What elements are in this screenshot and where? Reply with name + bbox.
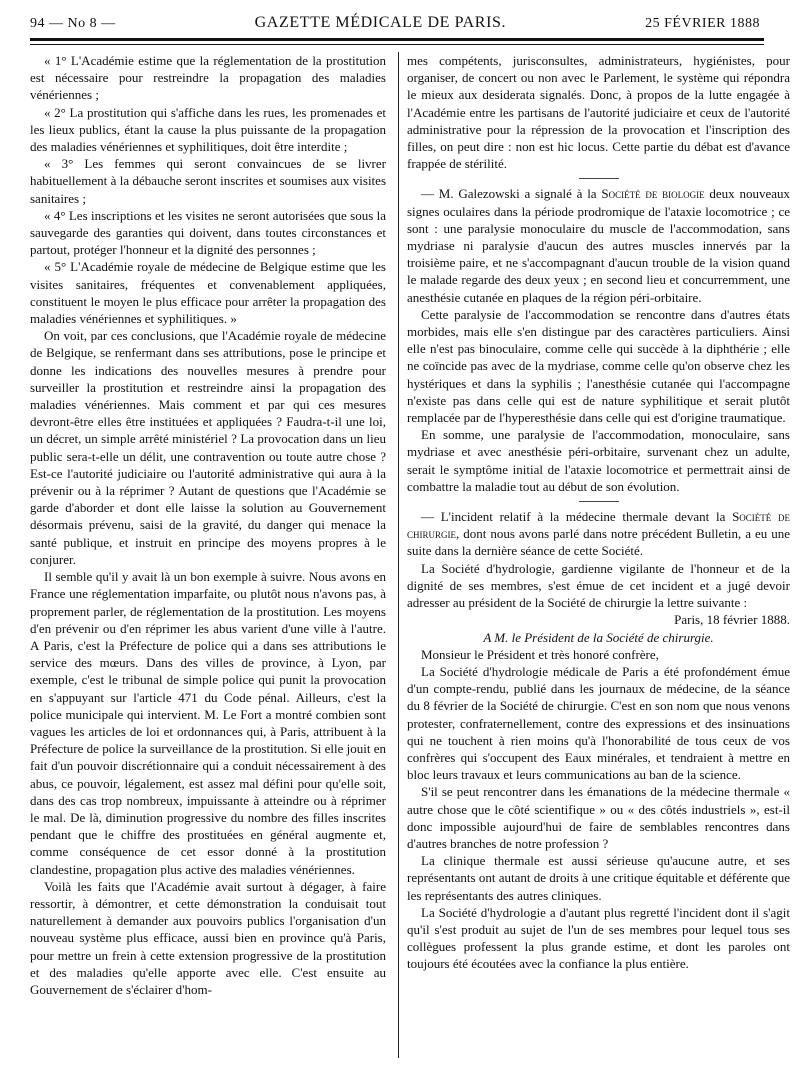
letter-date: Paris, 18 février 1888. xyxy=(674,612,790,628)
thermal-lead: — L'incident relatif à la médecine thermale devant la xyxy=(421,509,733,525)
society-surgery: Société de chirurgie xyxy=(407,509,790,542)
letter-paragraph-1: La Société d'hydrologie médicale de Paris a été profondément émue d'un compte-rendu, publié dans les journaux de médecine, de la séance du 8 février de la Société de chirurgie. C'est en son nom que nous venons protester, confraternellement, contre des expressions et des insinuations qui ne touchent à rien moins qu'à l'honorabilité de tous ceux de vos confrères qui s'occupent des Eaux minérales, et tendraient à mettre en bloc leurs travaux et leurs communications au ban de la science. xyxy=(407,663,790,783)
paragraph-france: Il semble qu'il y avait là un bon exemple à suivre. Nous avons en France une réglementation imparfaite, ou plutôt nous n'avons pas, à proprement parler, de réglementation de la prostitution. Les moyens d'en prévenir ou d'en réprimer les abus varient d'une ville à l'autre. A Paris, c'est la Préfecture de police qui a dans ses attributions le service des mœurs. Dans des villes de province, à Lyon, par exemple, c'est le tribunal de simple police qui punit la provocation en s'appuyant sur l'article 471 du Code pénal. Ailleurs, c'est la police municipale qui intervient. M. Le Fort a montré combien sont vagues les articles de loi et ordonnances qui, à Paris, attribuent à la Préfecture de police la surveillance de la prostitution. Si elle jouit en fait d'un pouvoir discrétionnaire qui a conduit nécessairement à des abus, ce pouvoir, légalement, est assez mal défini pour qu'elle soit, dans des cas trop nombreux, impuissante à atteindre ou à réprimer le mal. De là, diminution progressive du nombre des filles inscrites pendant que le chiffre des prostituées en général augmente et, comme conséquence de cet essor donné à la prostitution clandestine, propagation plus active des maladies vénériennes. xyxy=(30,569,386,877)
page-header xyxy=(30,14,760,40)
letter-paragraph-2: S'il se peut rencontrer dans les émanations de la médecine thermale « autre chose que le côté scientifique » ou « des côtés industriels », est-il donc impossible aujourd'hui de faire de semblables rencontres dans d'autres branches de notre profession ? xyxy=(407,784,790,851)
letter-salutation: Monsieur le Président et très honoré confrère, xyxy=(421,646,659,662)
conclusion-5: « 5° L'Académie royale de médecine de Belgique estime que les visites sanitaires, fréquentes et convenablement appliquées, constituent le moyen le plus efficace pour arrêter la propagation des maladies vénériennes et syphilitiques. » xyxy=(30,259,386,327)
journal-title: GAZETTE MÉDICALE DE PARIS. xyxy=(254,14,507,31)
galezowski-lead: — M. Galezowski a signalé à la xyxy=(421,186,602,202)
left-column xyxy=(30,52,396,1058)
right-column xyxy=(405,52,790,1058)
letter-address: A M. le Président de la Société de chirurgie. xyxy=(483,629,714,645)
summary-paragraph: En somme, une paralysie de l'accommodation, monoculaire, sans mydriase et avec anesthésie péri-orbitaire, survenant chez un adulte, serait le symptôme initial de l'ataxie locomotrice et permettrait ainsi de combattre la maladie tout au début de son évolution. xyxy=(407,427,790,494)
accommodation-paragraph: Cette paralysie de l'accommodation se rencontre dans d'autres états morbides, mais elle s'en distingue par des caractères particuliers. Ainsi elle n'est pas binoculaire, comme celle qui succède à la diphthérie ; elle ne coïncide pas avec de la mydriase, comme celle qu'on observe chez les hystériques et dans la syphilis ; l'anesthésie cutanée qui l'accompagne n'existe pas dans celle qui est de nature syphilitique et serait plutôt remplacée par de l'hyperesthésie dans celle qui est d'origine traumatique. xyxy=(407,306,790,426)
letter-paragraph-3: La clinique thermale est aussi sérieuse qu'aucune autre, et ses représentants ont autant de droits à une critique équitable et déférente que les représentants des autres cliniques. xyxy=(407,853,790,903)
galezowski-rest: deux nouveaux signes oculaires dans la période prodromique de l'ataxie locomotrice ; ce sont : une paralysie monoculaire du muscle de l'accommodation, sans mydriase ni paralysie d'aucun des autres muscles innervés par la troisième paire, et ne s'accompagnant d'aucun trouble de la vision quand le malade regarde des deux yeux ; en second lieu et concurremment, une anesthésie cutanée en plaques de la région péri-orbitaire. xyxy=(407,186,790,305)
conclusion-1: « 1° L'Académie estime que la réglementation de la prostitution est nécessaire pour restreindre la propagation des maladies vénériennes ; xyxy=(30,53,386,103)
continuation-paragraph: mes compétents, jurisconsultes, administrateurs, hygiénistes, pour organiser, de concert ou non avec le Parlement, le système qui répondra le mieux aux desiderata signalés. Donc, à propos de la lutte engagée à l'Académie entre les partisans de l'autorité judiciaire et ceux de l'autorité administrative pour la répression de la provocation et l'inscription des filles, on peut dire : non est hic locus. Cette partie du débat est d'avance frappée de stérilité. xyxy=(407,53,790,172)
conclusion-3: « 3° Les femmes qui seront convaincues de se livrer habituellement à la débauche seront inscrites et soumises aux visites sanitaires ; xyxy=(30,156,386,206)
issue-date: 25 FÉVRIER 1888 xyxy=(645,16,760,31)
header-rule-thin xyxy=(30,44,764,45)
section-separator xyxy=(579,178,619,179)
article-columns xyxy=(30,52,790,1058)
header-rule-thick xyxy=(30,38,764,41)
galezowski-paragraph xyxy=(407,185,790,305)
page-number: 94 — No 8 — xyxy=(30,16,116,31)
letter-paragraph-4: La Société d'hydrologie a d'autant plus regretté l'incident dont il s'agit qu'il s'est produit au sujet de l'un de ses membres pour lequel tous ses collègues professent la plus grande estime, et dont les paroles ont toujours été écoutées avec la confiance la plus entière. xyxy=(407,904,790,972)
conclusion-2: « 2° La prostitution qui s'affiche dans les rues, les promenades et les lieux publics, étant la cause la plus puissante de la propagation des maladies vénériennes et syphilitiques, doit être interdite ; xyxy=(30,104,386,155)
society-biology: Société de biologie xyxy=(601,186,705,202)
thermal-rest: , dont nous avons parlé dans notre précédent Bulletin, a eu une suite dans la dernière séance de cette Société. xyxy=(407,526,790,559)
hydrology-paragraph: La Société d'hydrologie, gardienne vigilante de l'honneur et de la dignité de ses membres, s'est émue de cet incident et a jugé devoir adresser au président de la Société de chirurgie la lettre suivante : xyxy=(407,560,790,611)
section-separator-2 xyxy=(579,501,619,502)
conclusion-4: « 4° Les inscriptions et les visites ne seront autorisées que sous la sauvegarde des garanties qui doivent, dans toutes circonstances et partout, protéger l'honneur et la dignité des personnes ; xyxy=(30,207,386,258)
paragraph-conclusion: Voilà les faits que l'Académie avait surtout à dégager, à faire ressortir, à démontrer, et cette démonstration la conduisait tout naturellement à demander aux pouvoirs publics l'organisation d'un nouveau système plus efficace, aussi bien en province qu'à Paris, pour mettre un frein à cette extension progressive de la prostitution et des maladies qu'elle apporte avec elle. C'est ensuite au Gouvernement de s'éclairer d'hom- xyxy=(30,878,386,997)
column-divider xyxy=(398,52,399,1058)
paragraph-analysis: On voit, par ces conclusions, que l'Académie royale de médecine de Belgique, se renfermant dans ses attributions, pose le principe et donne les indications des nouvelles mesures à prendre pour surveiller la prostitution et restreindre ainsi la propagation des maladies vénériennes. Mais comment et par qui ces mesures devront-être elles être instituées et appliquées ? Faudra-t-il une loi, un décret, un simple arrêté ministériel ? La provocation dans un lieu public sera-t-elle un délit, une contravention ou toute autre chose ? Est-ce l'autorité judiciaire ou l'autorité administrative qui aura à la prévenir ou à la réprimer ? Autant de questions que l'Académie se garde d'aborder et dont elle laisse la solution au Gouvernement désormais prévenu, saisi de la gravité, du danger qui menace la santé publique, et instruit en principe des moyens propres à le conjurer. xyxy=(30,328,386,567)
thermal-incident-paragraph xyxy=(407,508,790,560)
